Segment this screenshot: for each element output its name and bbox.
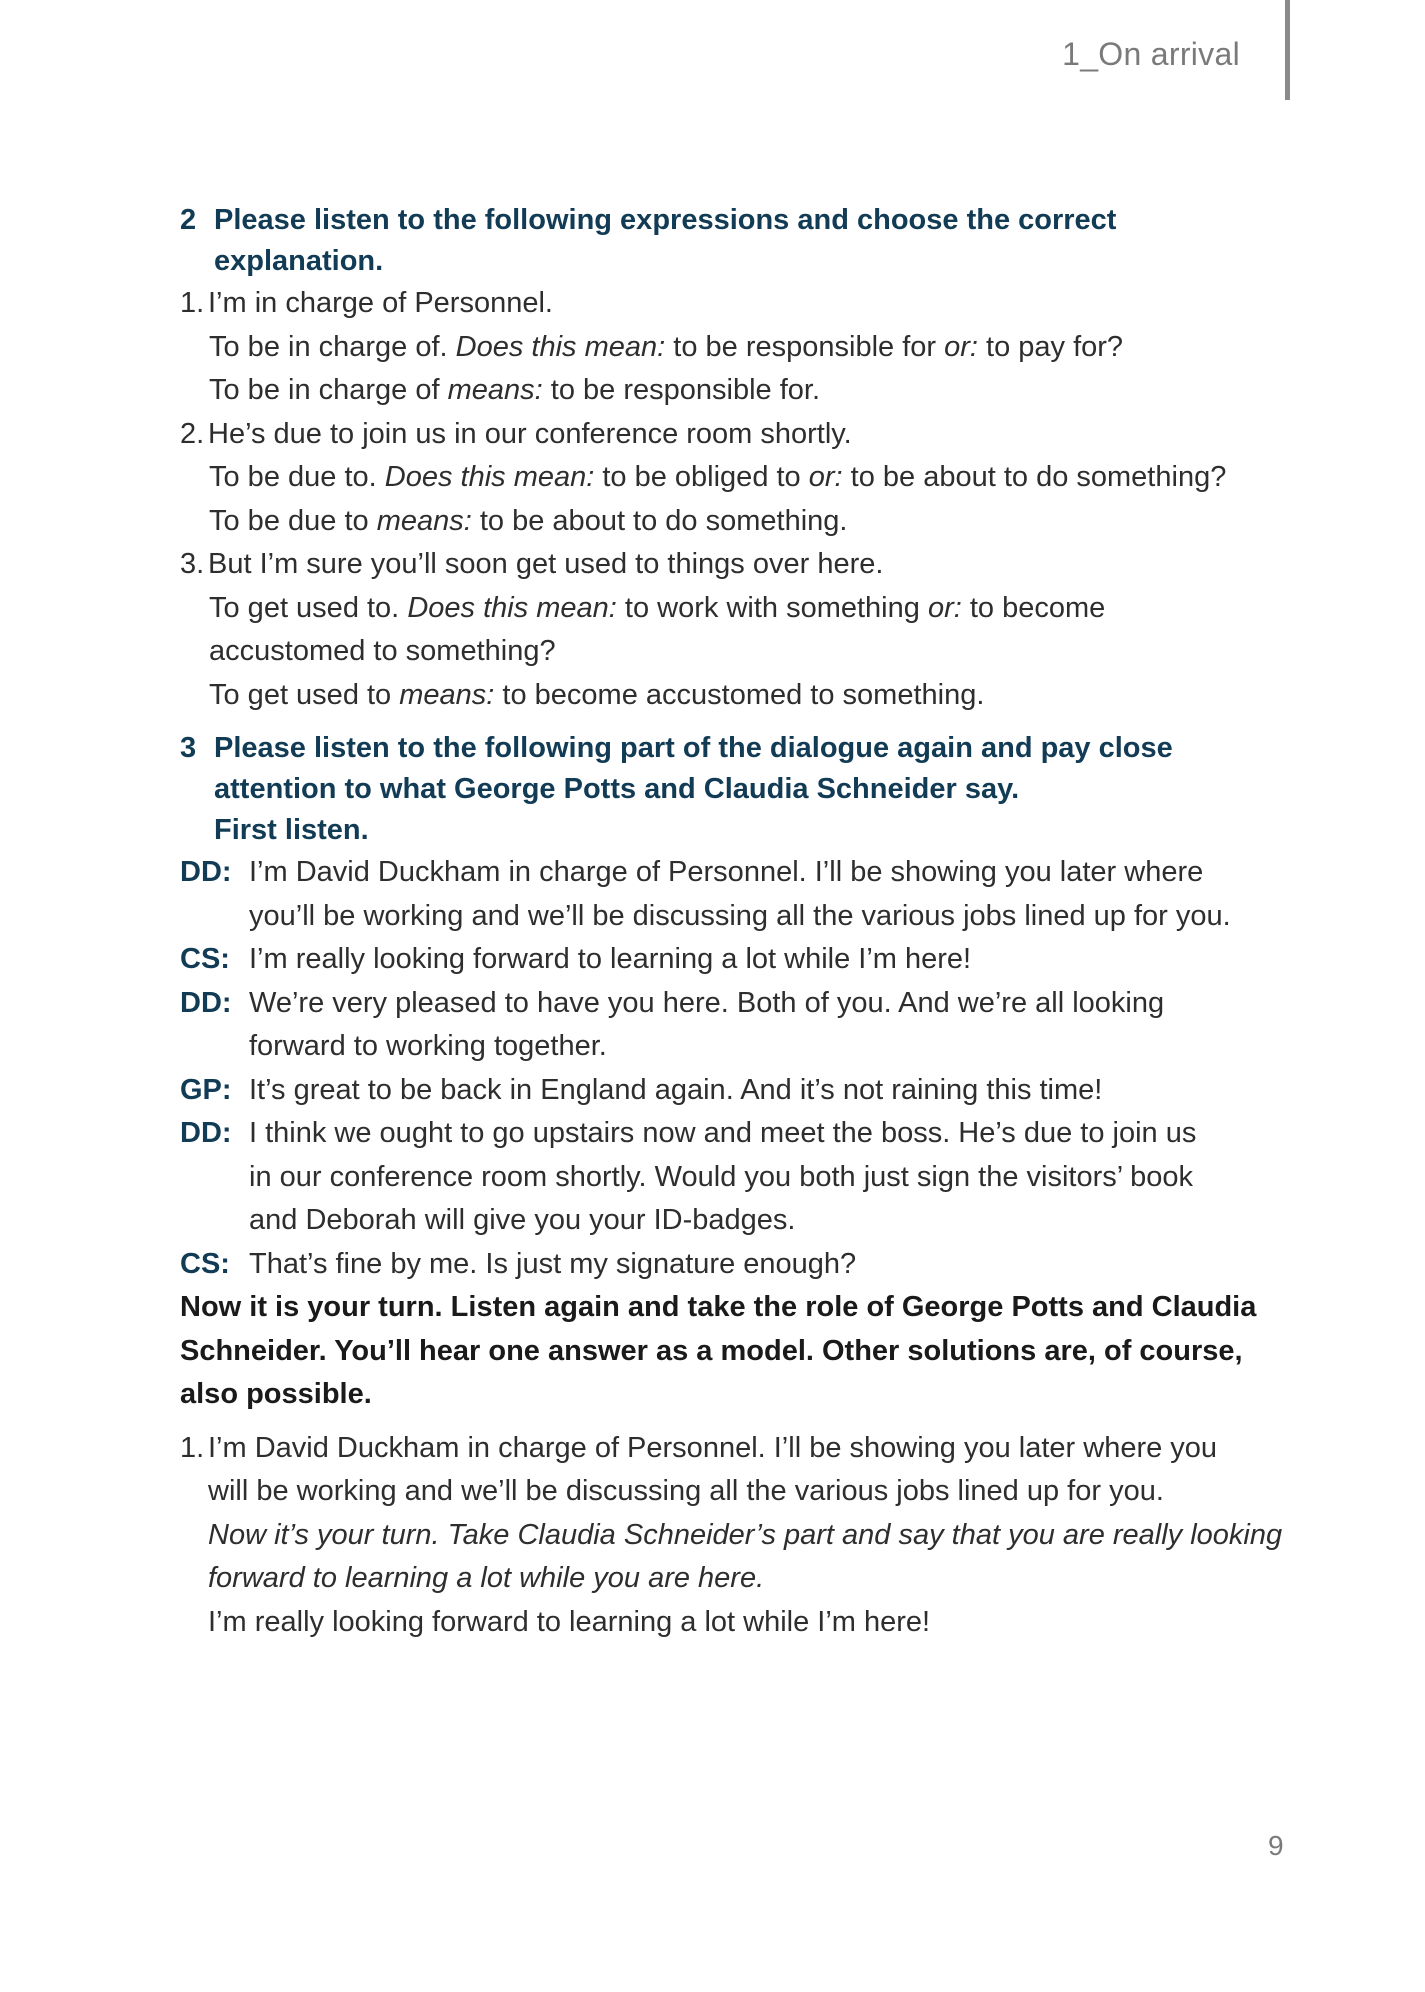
utterance: I’m really looking forward to learning a lot while I’m here! — [249, 943, 972, 975]
item-number: 3. — [180, 548, 205, 580]
exercise-number: 3 — [180, 732, 197, 764]
utterance: It’s great to be back in England again. And it’s not raining this time! — [249, 1073, 1103, 1106]
item-answer: To get used to means: to become accustomed to something. — [209, 678, 985, 711]
practice-cue: I’m David Duckham in charge of Personnel. I’ll be showing you later where you will be working and we’ll be discussing all the various jobs lined up for you. — [208, 1431, 1218, 1507]
speaker-label: DD: — [180, 856, 232, 888]
item-question: To be due to. Does this mean: to be obliged to or: to be about to do something? — [209, 461, 1227, 493]
practice-prompt: Now it’s your turn. Take Claudia Schneider’s part and say that you are really looking forward to learning a lot while you are here. — [208, 1518, 1283, 1594]
item-sentence: He’s due to join us in our conference room shortly. — [208, 417, 852, 450]
utterance: I think we ought to go upstairs now and meet the boss. He’s due to join us in our conference room shortly. Would you both just sign the visitors’ book and Deborah will give you your ID-badges. — [249, 1117, 1197, 1236]
dialogue-line — [180, 1112, 1300, 1243]
item-sentence: I’m in charge of Personnel. — [208, 287, 553, 319]
utterance: We’re very pleased to have you here. Both of you. And we’re all looking forward to working together. — [249, 986, 1165, 1062]
speaker-label: CS: — [180, 1247, 230, 1280]
practice-item-1 — [180, 1427, 1300, 1645]
item-number: 1. — [180, 1431, 205, 1464]
item-question: To be in charge of. Does this mean: to be responsible for or: to pay for? — [209, 330, 1124, 363]
utterance: I’m David Duckham in charge of Personnel. I’ll be showing you later where you’ll be working and we’ll be discussing all the various jobs lined up for you. — [249, 856, 1231, 932]
exercise-3-heading — [180, 728, 1300, 851]
exercise-2-item-1 — [180, 282, 1300, 326]
dialogue-line — [180, 1069, 1300, 1113]
exercise-2-item-3 — [180, 543, 1300, 587]
exercise-number: 2 — [180, 204, 197, 236]
exercise-2-item-2 — [180, 413, 1300, 457]
header-rule — [1285, 0, 1290, 100]
speaker-label: DD: — [180, 1117, 232, 1149]
item-number: 1. — [180, 287, 205, 319]
dialogue-line — [180, 851, 1300, 938]
item-number: 2. — [180, 417, 205, 450]
exercise-instruction: Please listen to the following expressions and choose the correct explanation. — [214, 204, 1117, 277]
item-answer: To be in charge of means: to be responsible for. — [209, 374, 821, 406]
utterance: That’s fine by me. Is just my signature enough? — [249, 1247, 857, 1280]
chapter-title: 1_On arrival — [1062, 36, 1240, 72]
speaker-label: GP: — [180, 1073, 232, 1106]
your-turn-instruction: Now it is your turn. Listen again and take the role of George Potts and Claudia Schneider. You’ll hear one answer as a model. Other solutions are, of course, also possible. — [180, 1291, 1257, 1410]
item-question: To get used to. Does this mean: to work with something or: to become accustomed to something? — [209, 591, 1106, 667]
page-content — [180, 200, 1300, 1644]
speaker-label: CS: — [180, 943, 230, 975]
dialogue-line — [180, 938, 1300, 982]
exercise-2-heading — [180, 200, 1300, 282]
dialogue-line — [180, 1243, 1300, 1287]
item-answer: To be due to means: to be about to do something. — [209, 504, 848, 537]
model-answer: I’m really looking forward to learning a lot while I’m here! — [208, 1605, 931, 1638]
page-number: 9 — [1268, 1830, 1284, 1861]
exercise-instruction: Please listen to the following part of the dialogue again and pay close attention to what George Potts and Claudia Schneider say. First listen. — [214, 732, 1173, 846]
dialogue-line — [180, 982, 1300, 1069]
item-sentence: But I’m sure you’ll soon get used to things over here. — [208, 548, 884, 580]
speaker-label: DD: — [180, 986, 232, 1019]
